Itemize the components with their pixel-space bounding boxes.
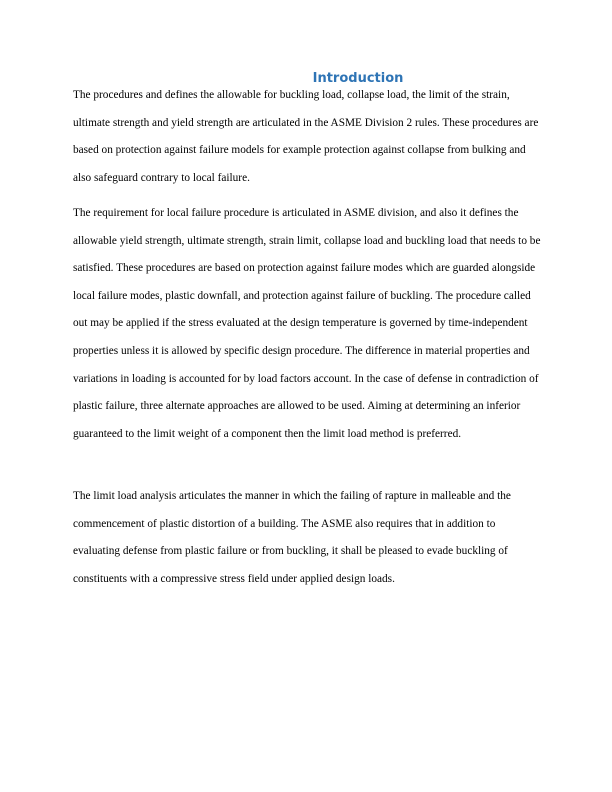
paragraph-1: The procedures and defines the allowable for buckling load, collapse load, the limit of the strain, ultimate strength and yield strength are articulated in the ASME Division 2 rules. These procedures are based on protection against failure models for example protection against collapse from bulking and also safeguard contrary to local failure. <box>73 89 539 184</box>
paragraph-3: The limit load analysis articulates the manner in which the failing of rapture in malleable and the commencement of plastic distortion of a building. The ASME also requires that in addition to evaluating defense from plastic failure or from buckling, it shall be pleased to evade buckling of constituents with a compressive stress field under applied design loads. <box>73 490 511 585</box>
page-title: Introduction <box>312 71 404 86</box>
paragraph-2: The requirement for local failure procedure is articulated in ASME division, and also it defines the allowable yield strength, ultimate strength, strain limit, collapse load and buckling load that needs to be satisfied. These procedures are based on protection against failure modes which are guarded alongside local failure modes, plastic downfall, and protection against failure of buckling. The procedure called out may be applied if the stress evaluated at the design temperature is governed by time-independent properties unless it is allowed by specific design procedure. The difference in material properties and variations in loading is accounted for by load factors account. In the case of defense in contradiction of plastic failure, three alternate approaches are allowed to be used. Aiming at determining an inferior guaranteed to the limit weight of a component then the limit load method is preferred. <box>73 207 541 440</box>
